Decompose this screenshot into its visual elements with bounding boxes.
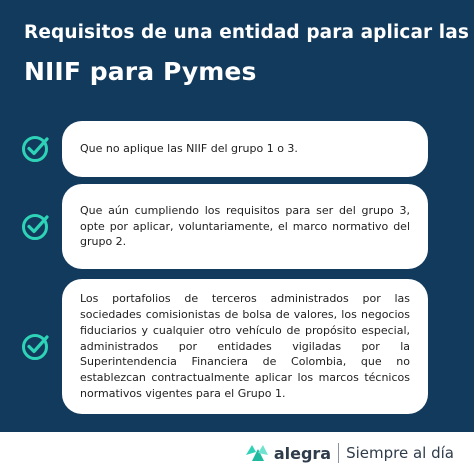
check-circle-icon — [20, 212, 50, 242]
footer-divider — [338, 443, 339, 463]
brand-tagline: Siempre al día — [346, 444, 454, 462]
brand-name: alegra — [273, 443, 332, 463]
requirement-card-1 — [62, 121, 428, 177]
alegra-logo-icon — [245, 443, 269, 463]
check-circle-icon — [20, 332, 50, 362]
requirement-card-3 — [62, 279, 428, 414]
requirement-text-1: Que no aplique las NIIF del grupo 1 o 3. — [80, 142, 298, 156]
check-circle-icon — [20, 134, 50, 164]
page-title-line2: NIIF para Pymes — [24, 57, 257, 86]
requirement-text-2: Que aún cumpliendo los requisitos para ser del grupo 3, opte por aplicar, voluntariamente, el marco normativo del grupo 2. — [80, 203, 410, 249]
footer — [0, 432, 474, 474]
requirement-text-3: Los portafolios de terceros administrados por las sociedades comisionistas de bolsa de valores, los negocios fiduciarios y cualquier otro vehículo de propósito especial, administrados por entidades vigiladas por la Superintendencia Financiera de Colombia, que no establezcan contractualmente aplicar los marcos técnicos normativos vigentes para el Grupo 1. — [80, 291, 410, 401]
page-title-line1: Requisitos de una entidad para aplicar las — [24, 22, 469, 43]
requirement-card-2 — [62, 184, 428, 269]
